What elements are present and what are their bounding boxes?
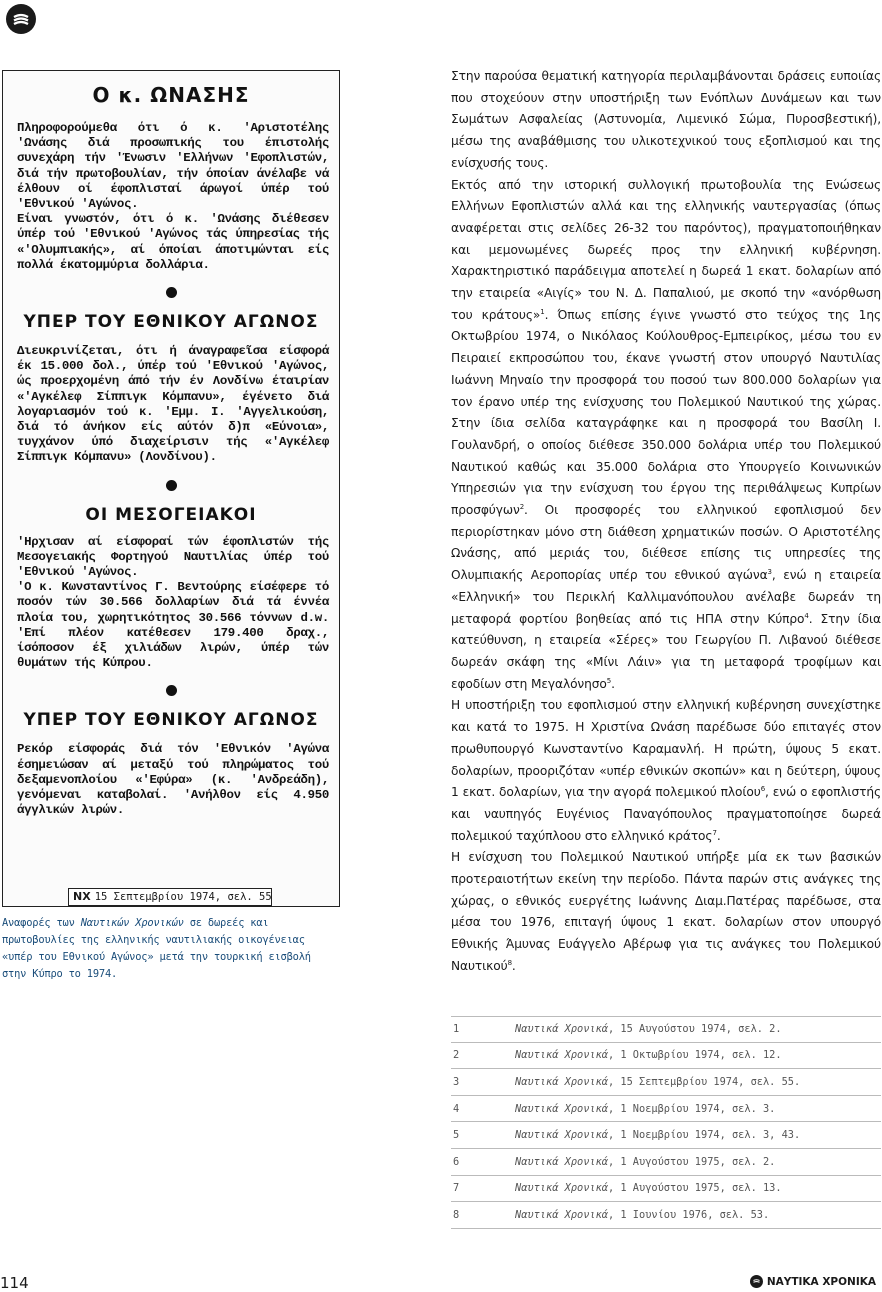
footnote-item: 2 Ναυτικά Χρονικά, 1 Οκτωβρίου 1974, σελ. 12. (451, 1043, 881, 1070)
caption-suffix: σε δωρεές και πρωτοβουλίες της ελληνικής ναυτιλιακής οικογένειας «υπέρ του Εθνικού Αγώνος» μετά την τουρκική εισβολή στην Κύπρο το 1974. (2, 917, 311, 980)
source-tag: ΝΧ (73, 890, 91, 903)
brand-name: ΝΑΥΤΙΚΑ ΧΡΟΝΙΚΑ (766, 1275, 876, 1288)
separator-dot (166, 480, 177, 491)
article-paragraph: Εκτός από την ιστορική συλλογική πρωτοβουλία της Ενώσεως Ελλήνων Εφοπλιστών αλλά και της ελληνικής ναυτεργασίας (όπως αναφέρεται στις σελίδες 26-32 του παρόντος), πραγματοποιήθηκαν και μεμονωμένες δωρεές προς την ελληνική κυβέρνηση. Χαρακτηριστικό παράδειγμα αποτελεί η δωρεά 1 εκατ. δολαρίων από την εταιρεία «Αιγίς» του Ν. Δ. Παπαλιού, με σκοπό την «ανόρθωση του κράτους»$^1$. Όπως επίσης έγινε γνωστό στο τεύχος της 1ης Οκτωβρίου 1974, ο Νικόλαος Κούλουθρος-Εμπειρίκος, μέσω του εν Πειραιεί εκπροσώπου του, έκανε γνωστή στον υπουργό Ναυτιλίας Ιωάννη Μηναίο την προσφορά του ποσού των 800.000 δολαρίων για τον έρανο υπέρ της ενίσχυσης του Πολεμικού Ναυτικού της χώρας. Στην ίδια σελίδα καταγράφηκε και η προσφορά του Βασίλη Ι. Γουλανδρή, ο οποίος διέθεσε 350.000 δολάρια υπέρ του Πολεμικού Ναυτικού καθώς και 35.000 δολάρια στο Υπουργείο Κοινωνικών Υπηρεσιών για την ενίσχυση του έργου της περιθάλψεως Κυπρίων προσφύγων$^2$. Οι προσφορές του ελληνικού εφοπλισμού δεν περιορίστηκαν μόνο στη διάθεση χρηματικών ποσών. Ο Αριστοτέλης Ωνάσης, από μεριάς του, διέθεσε επίσης τις υπηρεσίες της Ολυμπιακής Αεροπορίας υπέρ του εθνικού αγώνα$^3$, ενώ η εταιρεία «Ελληνική» του Περικλή Καλλιμανόπουλου ανέλαβε δωρεάν τη μεταφορά φορτίου βοηθείας από τις ΗΠΑ στην Κύπρο$^4$. Στην ίδια κατεύθυνση, η εταιρεία «Σέρες» του Γεωργίου Π. Λιβανού διέθεσε δωρεάν σκάφη της «Μίνι Λάιν» για τη μεταφορά τροφίμων και εφοδίων στη Μεγαλόνησο$^5$. (451, 177, 881, 691)
page-number: 114 (0, 1274, 29, 1292)
footnote-item: 7 Ναυτικά Χρονικά, 1 Αυγούστου 1975, σελ. 13. (451, 1176, 881, 1203)
footnote-ref: 4 (804, 611, 809, 620)
footnote-ref: 1 (540, 307, 545, 316)
clipping-title-mediterranean: ΟΙ ΜΕΣΟΓΕΙΑΚΟΙ (85, 504, 257, 525)
brand-logo-icon (750, 1275, 763, 1288)
footnote-ref: 3 (767, 568, 772, 577)
footer-brand (750, 1275, 876, 1288)
clipping-body-mediterranean: 'Ηρχισαν αί είσφοραί τών έφοπλιστών τής Μεσογειακής Φορτηγού Ναυτιλίας ύπέρ τού 'Εθνικού 'Αγώνος. 'Ο κ. Κωνσταντίνος Γ. Βεντούρης είσέφερε τό ποσόν τών 30.566 δολλαρίων διά τά έννέα πλοία του, χωρητικότητος 30.566 τόννων d.w. 'Επί πλέον κατέθεσεν 179.400 δραχ., ίσόποσον έξ χιλιάδων λιρών, ύπέρ τών θυμάτων τής Κύπρου. (17, 534, 329, 671)
image-caption (2, 915, 340, 983)
footnote-ref: 6 (760, 785, 766, 794)
newspaper-clipping (2, 70, 340, 907)
separator-dot (166, 287, 177, 298)
separator-dot (166, 685, 177, 696)
footnote-item: 4 Ναυτικά Χρονικά, 1 Νοεμβρίου 1974, σελ. 3. (451, 1096, 881, 1123)
clipping-source (68, 888, 272, 906)
article-paragraph: Στην παρούσα θεματική κατηγορία περιλαμβάνονται δράσεις ευποιίας που στοχεύουν στην υποστήριξη των Ενόπλων Δυνάμεων και των Σωμάτων Ασφαλείας (Αστυνομία, Λιμενικό Σώμα, Πυροσβεστική), μέσω της αναβάθμισης του υλικοτεχνικού τους εξοπλισμού και της ενίσχυσής τους. (451, 69, 881, 170)
footnote-item: 3 Ναυτικά Χρονικά, 15 Σεπτεμβρίου 1974, σελ. 55. (451, 1069, 881, 1096)
clipping-title-onassis: Ο κ. ΩΝΑΣΗΣ (92, 83, 250, 107)
clipping-body-national-struggle: Διευκρινίζεται, ότι ή άναγραφεῖσα είσφορά έκ 15.000 δολ., ύπέρ τού 'Εθνικού 'Αγώνος, ώς προερχομένη άπό τήν έν Λονδίνω έταιρίαν «'Αγκέλεφ Σίππιγκ Κόμπανυ», έγένετο διά λογαριασμόν τού κ. 'Εμμ. Ι. 'Αγγελικούση, διά τό άνήκον είς αύτόν δ)π «Εύνοια», τυγχάνον ύπό διαχείρισιν τής «'Αγκέλεφ Σίππιγκ Κόμπανυ» (Λονδίνου). (17, 344, 329, 465)
footnote-ref: 7 (712, 828, 717, 837)
footnote-item: 8 Ναυτικά Χρονικά, 1 Ιουνίου 1976, σελ. 53. (451, 1202, 881, 1229)
caption-publication: Ναυτικών Χρονικών (80, 917, 184, 929)
clipping-body-national-struggle-2: Ρεκόρ είσφοράς διά τόν 'Εθνικόν 'Αγώνα έσημειώσαν αί μεταξύ τού πληρώματος τού δεξαμενοπλοίου «'Εφύρα» (κ. 'Ανδρεάδη), γενόμεναι καταβολαί. 'Ανήλθον είς 4.950 άγγλικών λιρών. (17, 742, 329, 818)
footnote-item: 1 Ναυτικά Χρονικά, 15 Αυγούστου 1974, σελ. 2. (451, 1016, 881, 1043)
footnote-ref: 5 (606, 676, 612, 685)
footnotes-list (451, 1016, 881, 1229)
footnote-item: 5 Ναυτικά Χρονικά, 1 Νοεμβρίου 1974, σελ. 3, 43. (451, 1122, 881, 1149)
article-body (451, 66, 881, 978)
article-paragraph: Η υποστήριξη του εφοπλισμού στην ελληνική κυβέρνηση συνεχίστηκε και κατά το 1975. Η Χριστίνα Ωνάση παρέδωσε δύο επιταγές στον πρωθυπουργό Κωνσταντίνο Καραμανλή. Η πρώτη, ύψους 5 εκατ. δολαρίων, προοριζόταν «υπέρ εθνικών σκοπών» και η δεύτερη, ύψους 1 εκατ. δολαρίων, για την αγορά πολεμικού πλοίου$^6$, ενώ ο εφοπλιστής και ναυπηγός Ευγένιος Παναγόπουλος πραγματοποίησε δωρεά πολεμικού ταχύπλοου στο ελληνικό κράτος$^7$. (451, 698, 881, 843)
footnote-ref: 8 (507, 958, 512, 967)
caption-prefix: Αναφορές των (2, 917, 81, 929)
source-text: 15 Σεπτεμβρίου 1974, σελ. 55 (94, 891, 272, 903)
footnote-ref: 2 (519, 503, 525, 511)
clipping-title-national-struggle: ΥΠΕΡ ΤΟΥ ΕΘΝΙΚΟΥ ΑΓΩΝΟΣ (23, 312, 319, 333)
clipping-body-onassis: Πληροφορούμεθα ότι ό κ. 'Αριστοτέλης 'Ωνάσης διά προσωπικής του έπιστολής συνεχάρη τήν 'Ένωσιν 'Ελλήνων 'Εφοπλιστών, διά τήν πρωτοβουλίαν, τήν όποίαν άνέλαβε νά έλθουν οί έφοπλισταί άρωγοί ύπέρ τού 'Εθνικού 'Αγώνος. Είναι γνωστόν, ότι ό κ. 'Ωνάσης διέθεσεν ύπέρ τού 'Εθνικού 'Αγώνος τάς ύπηρεσίας τής «'Ολυμπιακής», αί όποίαι άποτιμώνται είς πολλά έκατομμύρια δολλάρια. (17, 121, 329, 272)
magazine-logo-icon (6, 4, 36, 34)
clipping-title-national-struggle-2: ΥΠΕΡ ΤΟΥ ΕΘΝΙΚΟΥ ΑΓΩΝΟΣ (23, 710, 319, 731)
article-paragraph: Η ενίσχυση του Πολεμικού Ναυτικού υπήρξε μία εκ των βασικών προτεραιοτήτων εκείνη την περίοδο. Πάντα παρών στις ανάγκες της χώρας, ο εθνικός ευεργέτης Ιωάννης Διαμ.Πατέρας παρέδωσε, στα μέσα του 1976, επιταγή ύψους 1 εκατ. δολαρίων στον υπουργό Εθνικής Άμυνας Ευάγγελο Αβέρωφ για τις ανάγκες του Πολεμικού Ναυτικού$^8$. (451, 850, 881, 973)
footnote-item: 6 Ναυτικά Χρονικά, 1 Αυγούστου 1975, σελ. 2. (451, 1149, 881, 1176)
